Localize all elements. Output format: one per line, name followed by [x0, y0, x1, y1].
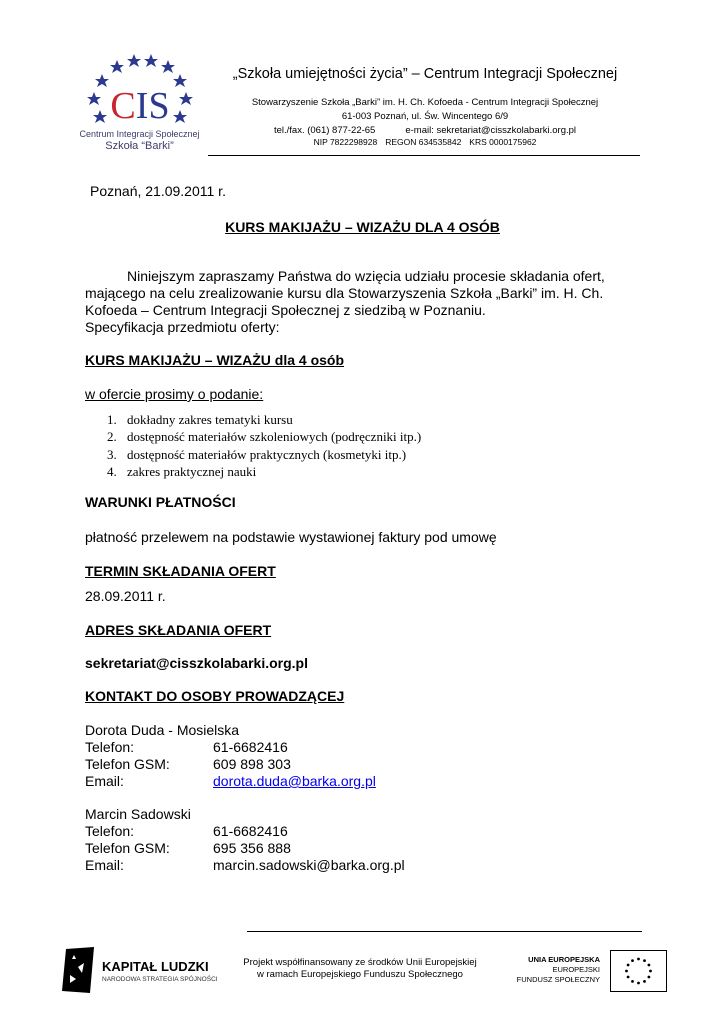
intro-line: mającego na celu zrealizowanie kursu dla Stowarzyszenia Szkoła „Barki” im. H. Ch.: [85, 285, 604, 301]
header-nip: NIP 7822298928: [313, 137, 378, 147]
contact-phone-row: [85, 739, 288, 756]
list-item: [107, 463, 421, 480]
offer-list: [107, 411, 421, 480]
phone-value: 61-6682416: [213, 823, 288, 839]
email-link[interactable]: dorota.duda@barka.org.pl: [213, 773, 376, 789]
intro-line: Specyfikacja przedmiotu oferty:: [85, 319, 280, 335]
header-title: „Szkoła umiejętności życia” – Centrum Integracji Społecznej: [232, 66, 618, 82]
header-krs: KRS 0000175962: [469, 137, 537, 147]
list-number: 3.: [107, 446, 117, 462]
document-title: KURS MAKIJAŻU – WIZAŻU DLA 4 OSÓB: [225, 219, 500, 235]
gsm-label: Telefon GSM:: [85, 840, 170, 856]
kl-title: KAPITAŁ LUDZKI: [102, 959, 209, 974]
header-regon: REGON 634535842: [385, 137, 462, 147]
contact-name: Dorota Duda - Mosielska: [85, 722, 240, 738]
list-item-text: zakres praktycznej nauki: [127, 463, 257, 479]
list-number: 4.: [107, 463, 117, 479]
list-number: 1.: [107, 412, 117, 427]
ue-title: UNIA EUROPEJSKA: [528, 955, 600, 964]
intro-line: Niniejszym zapraszamy Państwa do wzięcia udziału procesie składania ofert,: [127, 268, 605, 284]
eu-stars-icon: [611, 951, 666, 991]
email-label: Email:: [85, 857, 124, 873]
ue-fund-line: EUROPEJSKI: [552, 965, 600, 974]
ue-label: [505, 955, 600, 985]
list-item: [107, 411, 421, 428]
footer-divider: [247, 931, 642, 932]
gsm-value: 609 898 303: [213, 756, 291, 772]
header-phone: tel./fax. (061) 877-22-65: [273, 125, 376, 136]
list-item: [107, 446, 421, 463]
list-item-text: dostępność materiałów szkoleniowych (podręczniki itp.): [127, 429, 422, 445]
deadline-text: 28.09.2011 r.: [85, 588, 166, 604]
payment-heading: WARUNKI PŁATNOŚCI: [85, 494, 236, 510]
list-number: 2.: [107, 429, 117, 445]
intro-paragraph: [85, 268, 645, 336]
contact-gsm-row: [85, 840, 291, 857]
ue-fund-line: FUNDUSZ SPOŁECZNY: [516, 975, 600, 984]
logo-caption-school: Szkoła “Barki”: [105, 140, 174, 152]
gsm-value: 695 356 888: [213, 840, 291, 856]
list-item-text: dostępność materiałów praktycznych (kosmetyki itp.): [127, 446, 407, 462]
eu-flag-icon: [610, 950, 667, 992]
contact-email-row: [85, 857, 405, 874]
contact-heading: KONTAKT DO OSOBY PROWADZĄCEJ: [85, 688, 345, 704]
email-label: Email:: [85, 773, 124, 789]
phone-label: Telefon:: [85, 739, 135, 755]
kl-subtitle: NARODOWA STRATEGIA SPÓJNOŚCI: [102, 976, 218, 983]
project-line: w ramach Europejskiego Funduszu Społecznego: [257, 969, 463, 980]
kapital-ludzki-logo: [58, 945, 228, 995]
header-org-line: Stowarzyszenie Szkoła „Barki” im. H. Ch. Kofoeda - Centrum Integracji Społecznej: [251, 97, 599, 108]
list-item-text: dokładny zakres tematyki kursu: [127, 412, 293, 427]
contact-email-row: [85, 773, 376, 790]
address-email: sekretariat@cisszkolabarki.org.pl: [85, 655, 308, 671]
offer-intro: w ofercie prosimy o podanie:: [85, 386, 264, 402]
subject-heading: KURS MAKIJAŻU – WIZAŻU dla 4 osób: [85, 352, 345, 368]
deadline-heading: TERMIN SKŁADANIA OFERT: [85, 563, 276, 579]
list-item: [107, 428, 421, 445]
project-funding-note: [235, 957, 485, 981]
kapital-ludzki-emblem-icon: [58, 945, 98, 995]
payment-text: płatność przelewem na podstawie wystawionej faktury pod umowę: [85, 529, 497, 545]
svg-text:CIS: CIS: [110, 85, 170, 127]
header-email: e-mail: sekretariat@cisszkolabarki.org.pl: [405, 125, 577, 136]
address-heading: ADRES SKŁADANIA OFERT: [85, 622, 272, 638]
contact-phone-row: [85, 823, 288, 840]
phone-value: 61-6682416: [213, 739, 288, 755]
logo-caption: Centrum Integracji Społecznej: [79, 129, 200, 139]
header-address: 61-003 Poznań, ul. Św. Wincentego 6/9: [341, 111, 509, 122]
project-line: Projekt współfinansowany ze środków Unii Europejskiej: [243, 957, 477, 968]
header-divider: [208, 155, 640, 156]
contact-gsm-row: [85, 756, 291, 773]
contact-name: Marcin Sadowski: [85, 806, 191, 822]
cis-logo-graphic: [72, 52, 207, 132]
header-contact: [210, 125, 640, 136]
intro-line: Kofoeda – Centrum Integracji Społecznej z siedzibą w Poznaniu.: [85, 302, 486, 318]
document-date: Poznań, 21.09.2011 r.: [90, 183, 226, 199]
gsm-label: Telefon GSM:: [85, 756, 170, 772]
header-registration: [210, 137, 640, 147]
phone-label: Telefon:: [85, 823, 135, 839]
email-value: marcin.sadowski@barka.org.pl: [213, 857, 405, 873]
